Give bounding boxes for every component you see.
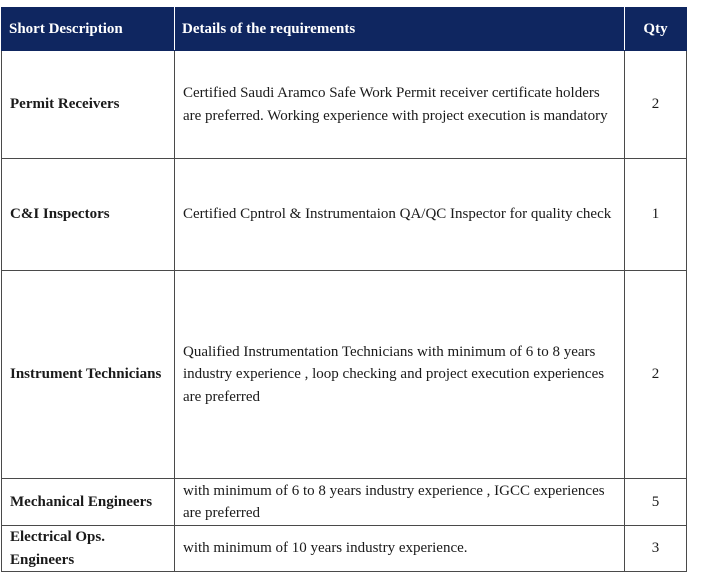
short-description-cell: Electrical Ops. Engineers [2, 526, 175, 572]
table-header [2, 8, 687, 51]
table-row [2, 479, 687, 526]
short-description-cell: C&I Inspectors [2, 159, 175, 271]
details-cell: with minimum of 10 years industry experience. [175, 526, 625, 572]
table-row [2, 159, 687, 271]
short-description-cell: Mechanical Engineers [2, 479, 175, 526]
table-row [2, 51, 687, 159]
qty-cell: 2 [625, 271, 687, 479]
qty-cell: 1 [625, 159, 687, 271]
table-row [2, 526, 687, 572]
short-description-cell: Instrument Technicians [2, 271, 175, 479]
header-details: Details of the requirements [175, 8, 625, 51]
qty-cell: 3 [625, 526, 687, 572]
table-body [2, 51, 687, 572]
qty-cell: 2 [625, 51, 687, 159]
qty-cell: 5 [625, 479, 687, 526]
header-qty: Qty [625, 8, 687, 51]
details-cell: with minimum of 6 to 8 years industry experience , IGCC experiences are preferred [175, 479, 625, 526]
short-description-cell: Permit Receivers [2, 51, 175, 159]
header-short-description: Short Description [2, 8, 175, 51]
details-cell: Certified Cpntrol & Instrumentaion QA/QC Inspector for quality check [175, 159, 625, 271]
requirements-table [1, 7, 687, 572]
header-row [2, 8, 687, 51]
details-cell: Qualified Instrumentation Technicians with minimum of 6 to 8 years industry experience , loop checking and project execution experiences are preferred [175, 271, 625, 479]
details-cell: Certified Saudi Aramco Safe Work Permit receiver certificate holders are preferred. Working experience with project execution is mandatory [175, 51, 625, 159]
table-row [2, 271, 687, 479]
